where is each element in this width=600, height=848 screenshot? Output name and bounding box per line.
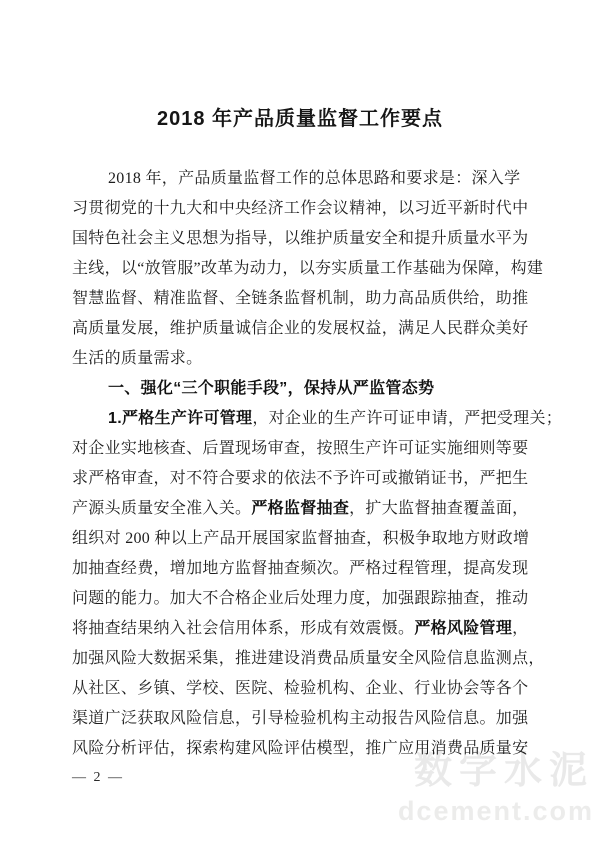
body-line — [72, 644, 545, 674]
emphasis-text: 1.严格生产许可管理 — [108, 410, 253, 427]
text-run: 求严格审查，对不符合要求的依法不予许可或撤销证书，严把生 — [72, 470, 529, 487]
text-run: 国特色社会主义思想为指导，以维护质量安全和提升质量水平为 — [72, 230, 529, 247]
body-line — [72, 344, 540, 374]
body-line — [72, 284, 540, 314]
body-line — [72, 584, 540, 614]
body-line — [72, 404, 563, 434]
watermark-domain: dcement.com — [397, 796, 594, 826]
text-run: 智慧监督、精准监督、全链条监督机制，助力高品质供给，助推 — [72, 290, 529, 307]
body-line — [72, 614, 540, 644]
body-line — [72, 674, 540, 704]
text-run: 对企业实地核查、后置现场审查，按照生产许可证实施细则等要 — [72, 440, 529, 457]
body-line — [72, 734, 540, 764]
text-run: 主线，以“放管服”改革为动力，以夯实质量工作基础为保障，构建 — [72, 260, 544, 277]
page-number: — 2 — — [72, 770, 124, 785]
emphasis-text: 一、强化“三个职能手段”，保持从严监管态势 — [108, 380, 435, 397]
text-run: 从社区、乡镇、学校、医院、检验机构、企业、行业协会等各个 — [72, 680, 529, 697]
body-line — [72, 704, 540, 734]
text-run: 组织对 200 种以上产品开展国家监督抽查，积极争取地方财政增 — [72, 530, 530, 547]
body-line — [72, 314, 540, 344]
text-run: 渠道广泛获取风险信息，引导检验机构主动报告风险信息。加强 — [72, 710, 529, 727]
document-body — [0, 164, 600, 764]
emphasis-text: 严格监督抽查 — [251, 500, 350, 517]
text-run: 习贯彻党的十九大和中央经济工作会议精神，以习近平新时代中 — [72, 200, 529, 217]
text-run: 生活的质量需求。 — [72, 350, 203, 367]
body-line — [72, 194, 540, 224]
text-run: 风险分析评估，探索构建风险评估模型，推广应用消费品质量安 — [72, 740, 529, 757]
body-line — [72, 254, 544, 284]
text-run: 加抽查经费，增加地方监督抽查频次。严格过程管理，提高发现 — [72, 560, 529, 577]
text-run: 2018 年，产品质量监督工作的总体思路和要求是：深入学 — [108, 170, 521, 187]
emphasis-text: 严格风险管理 — [414, 620, 513, 637]
text-run: 加强风险大数据采集，推进建设消费品质量安全风险信息监测点， — [72, 650, 545, 667]
text-run: 问题的能力。加大不合格企业后处理力度，加强跟踪抽查，推动 — [72, 590, 529, 607]
body-line — [72, 554, 540, 584]
text-run: ，扩大监督抽查覆盖面， — [349, 500, 529, 517]
body-line — [72, 434, 540, 464]
watermark-brand: 数字水泥 — [413, 750, 594, 792]
text-run: 将抽查结果纳入社会信用体系，形成有效震慑。 — [72, 620, 415, 637]
body-line — [72, 224, 540, 254]
body-line — [72, 524, 540, 554]
text-run: 产源头质量安全准入关。 — [72, 500, 252, 517]
body-line — [72, 464, 540, 494]
text-run: ，对企业的生产许可证申请，严把受理关； — [252, 410, 563, 427]
body-line — [72, 164, 540, 194]
text-run: 高质量发展，维护质量诚信企业的发展权益，满足人民群众美好 — [72, 320, 529, 337]
body-line — [72, 494, 540, 524]
section-heading — [72, 374, 540, 404]
document-title: 2018 年产品质量监督工作要点 — [156, 108, 444, 130]
text-run: ， — [512, 620, 529, 637]
